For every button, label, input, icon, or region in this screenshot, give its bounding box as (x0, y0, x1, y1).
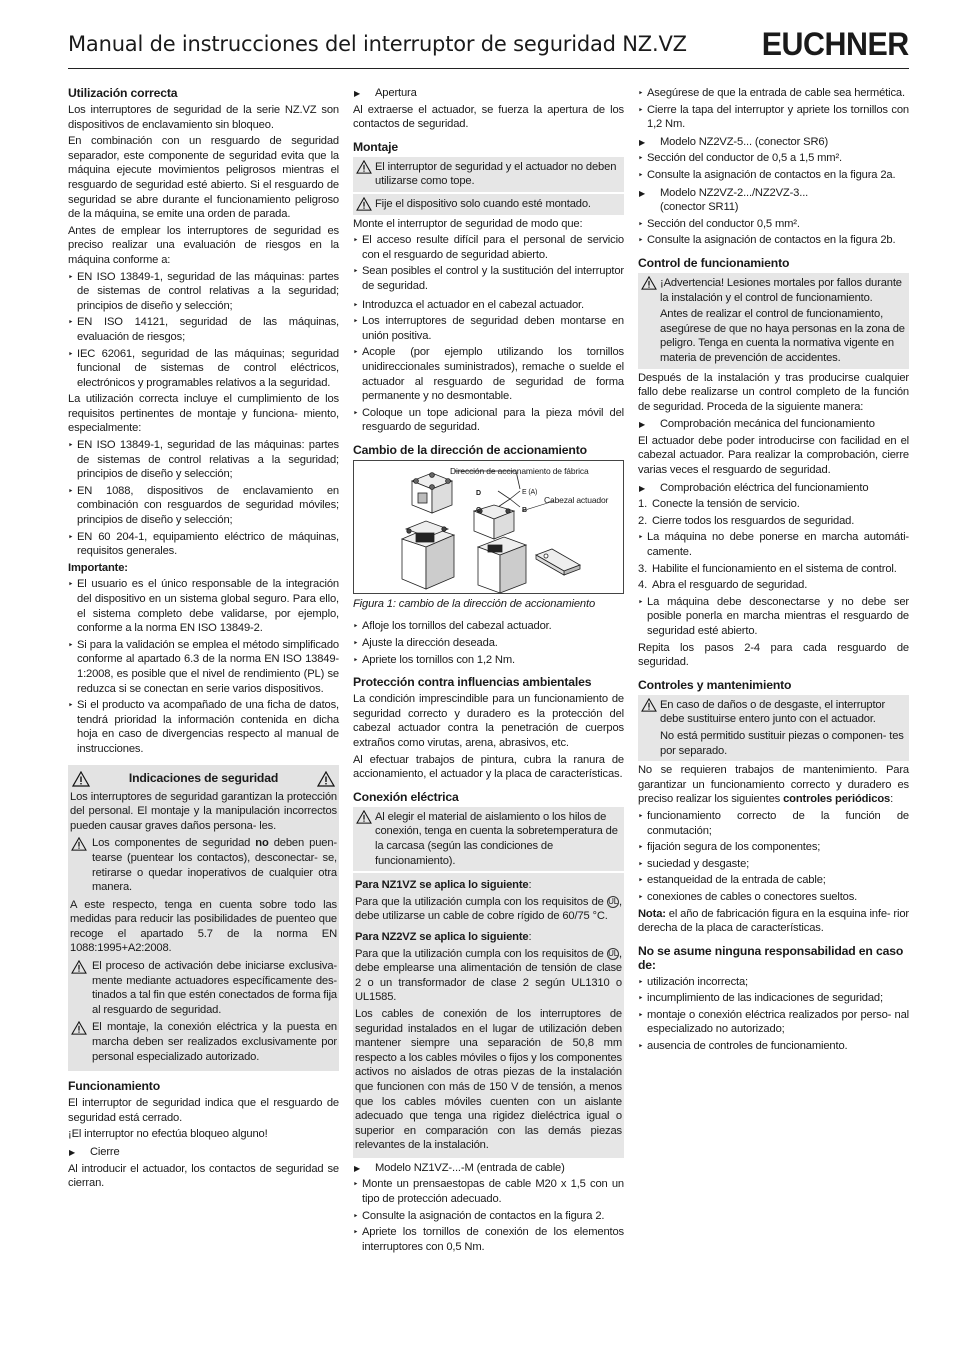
paragraph: Al extraerse el actuador, se fuerza la apertura de los contactos de seguridad. (353, 103, 624, 131)
list-item: ‣ Sean posibles el control y la sustitución del interruptor de seguridad. (353, 264, 624, 293)
list-item: ‣ EN ISO 14121, seguridad de las máquinas, evaluación de riesgos; (68, 315, 339, 344)
list-item: ‣ EN 1088, dispositivos de enclavamiento en combinación con resguardos de seguridad móviles; principios de diseño y selección; (68, 484, 339, 528)
warning-note (638, 695, 909, 761)
warning-icon (356, 197, 372, 211)
nz1-text: , debe utilizarse un cable de cobre rígido de 60/75 °C. (355, 895, 622, 923)
list-item: ‣ El usuario es el único responsable de la integración del dispositivo en un sistema global seguro. Para ello, el sistema completo debe validarse, por ejemplo, conforme a la norma EN ISO 13849-2. (68, 577, 339, 635)
arrow-item: ▶ Cierre (68, 1145, 339, 1160)
section-conex-title: Conexión eléctrica (353, 789, 459, 804)
warning-icon (71, 960, 87, 974)
list-item: ‣ EN ISO 13849-1, seguridad de las máquinas: partes de sistemas de control relativas a la seguridad; principios de diseño y selección; (68, 438, 339, 482)
step-text: Habilite el funcionamiento en el sistema de control. (652, 562, 897, 575)
ul-requirements-box: Para NZ1VZ se aplica lo siguiente: Para que la utilización cumpla con los requisitos de UL, debe utilizarse un cable de cobre rígido de 60/75 °C. Para NZ2VZ se aplica lo siguiente: Para que la utilización cumpla con los requisitos de UL, debe emplearse una alimentación de tensión de clase 2 o un transformador de clase 2 según UL1310 o UL1585. Los cables de conexión de los interruptores de seguridad instalados en el lugar de utilización deben mantener siempre una separación de 50,8 mm respecto a los cables móviles o fijos y los componentes activos no aislados de otras piezas de la instalación que funcionen con más de 150 V de tensión, a menos que los cables móviles cuenten con un aislante adecuado que tenga una rigidez dieléctrica igual o superior en comparación con las demás piezas relevantes de la instalación. (353, 873, 624, 1158)
warning-note (638, 273, 909, 369)
section-cambio-title: Cambio de la dirección de accionamiento (353, 442, 587, 457)
paragraph: Al introducir el actuador, los contactos de seguridad se cierran. (68, 1162, 339, 1190)
warning-icon (71, 1021, 87, 1035)
warning-text-bold: no (255, 837, 269, 850)
mant-text: No se requieren trabajos de mantenimiento. Para garantizar un funcionamiento correcto y duradero es preciso realizar los siguientes (638, 764, 909, 806)
warning-icon (317, 771, 335, 787)
fig-letter-d: D (476, 489, 481, 497)
list-item: ‣ Consulte la asignación de contactos en la figura 2. (353, 1209, 624, 1224)
warning-note (70, 836, 337, 894)
importante-label: Importante: (68, 561, 128, 574)
warning-icon (641, 276, 657, 290)
list-item: ‣ utilización incorrecta; (638, 975, 909, 990)
arrow-item: ▶ Modelo NZ2VZ-5... (conector SR6) (638, 135, 909, 150)
paragraph: El actuador debe poder introducirse con facilidad en el cabezal actuador. Para realizar la comprobación, cierre varias veces el resguardo de seguridad. (638, 434, 909, 477)
paragraph: Después de la instalación y tras producirse cualquier fallo debe realizarse un control completo de la función de seguridad. Proceda de la siguiente manera: (638, 371, 909, 413)
list-item: ‣ Consulte la asignación de contactos en la figura 2a. (638, 168, 909, 183)
safety-header (70, 768, 337, 790)
nz1-text: Para que la utilización cumpla con los requisitos de (355, 895, 608, 908)
nz2-label: Para NZ2VZ se aplica lo siguiente (355, 930, 529, 943)
step-item (638, 562, 909, 577)
paragraph: No se requieren trabajos de mantenimiento. Para garantizar un funcionamiento correcto y duradero es preciso realizar los siguientes controles periódicos: (638, 764, 909, 806)
list-item: ‣ Coloque un tope adicional para la pieza móvil del resguardo de seguridad. (353, 406, 624, 435)
safety-box (68, 765, 339, 1072)
section-montaje-title: Montaje (353, 139, 398, 154)
warning-note (353, 194, 624, 215)
ul-mark-icon: UL (608, 896, 618, 906)
warning-text: Antes de realizar el control de funcionamiento, asegúrese de que no haya personas en la zona de peligro. Tenga en cuenta la normativa vigente en materia de prevención de accidentes. (660, 308, 905, 364)
paragraph: Los interruptores de seguridad garantizan la protección del personal. El montaje y la manipulación incorrectos pueden causar graves daños persona- les. (70, 790, 337, 832)
arrow-item: ▶ Apertura (353, 86, 624, 101)
page-title: Manual de instrucciones del interruptor de seguridad NZ.VZ (68, 32, 687, 56)
paragraph: A este respecto, tenga en cuenta sobre todo las medidas para reducir las posibilidades de puenteo que recoge el apartado 5.7 de la norma EN 1088:1995+A2:2008. (70, 898, 337, 955)
list-item: ‣ conexiones de cables o conectores sueltos. (638, 890, 909, 905)
arrow-item (638, 186, 909, 215)
section-control-title: Control de funcionamiento (638, 255, 790, 270)
column-1 (68, 86, 339, 1193)
list-item: ‣ Si el producto va acompañado de una ficha de datos, tendrá prioridad la información contenida en dicha hoja en caso de divergencias respecto al manual de instrucciones. (68, 698, 339, 756)
paragraph: Antes de emplear los interruptores de seguridad es preciso realizar una evaluación de riesgos en la máquina conforme a: (68, 224, 339, 266)
list-item: ‣ EN ISO 13849-1, seguridad de las máquinas: partes de sistemas de control relativas a la seguridad; principios de diseño y selección; (68, 270, 339, 314)
step-number: 1. (638, 498, 648, 511)
section-prot-title: Protección contra influencias ambientales (353, 675, 592, 690)
fig-letter-e: E (A) (522, 488, 538, 496)
warning-text: deben puen- tearse (puentear los contactos), desconectar- se, retirarse o quedar inoperativos de cualquier otra manera. (92, 837, 337, 894)
list-item: ‣ suciedad y desgaste; (638, 857, 909, 872)
fig-label-direction: Dirección de accionamiento de fábrica (450, 465, 589, 476)
nota (638, 907, 909, 936)
list-item: ‣ Sección del conductor 0,5 mm². (638, 217, 909, 232)
step-item (638, 497, 909, 512)
section-mant-title: Controles y mantenimiento (638, 677, 792, 692)
list-item: ‣ estanqueidad de la entrada de cable; (638, 873, 909, 888)
warning-text: En caso de daños o de desgaste, el interruptor debe sustituirse entero junto con el actuador. (660, 698, 886, 726)
paragraph: La condición imprescindible para un funcionamiento de seguridad correcto y duradero es la protección del cabezal actuador contra la penetración de cuerpos extraños como virutas, arena, abrasivos, etc. (353, 693, 624, 750)
list-item: ‣ Introduzca el actuador en el cabezal actuador. (353, 298, 624, 313)
list-item: ‣ incumplimiento de las indicaciones de seguridad; (638, 991, 909, 1006)
list-item: ‣ Apriete los tornillos de conexión de los elementos interruptores con 0,5 Nm. (353, 1225, 624, 1254)
section-uso-title: Utilización correcta (68, 86, 178, 100)
paragraph: Monte el interruptor de seguridad de modo que: (353, 217, 583, 230)
list-item: ‣ ausencia de controles de funcionamiento. (638, 1039, 909, 1054)
list-item: ‣ montaje o conexión eléctrica realizados por perso- nal especializado no autorizado; (638, 1008, 909, 1037)
figure-actuator (353, 460, 624, 594)
warning-text: No está permitido sustituir piezas o componen- tes por separado. (660, 729, 904, 757)
step-number: 3. (638, 562, 648, 575)
euchner-logo: EUCHNER (762, 26, 909, 62)
warning-text: Fije el dispositivo solo cuando esté montado. (375, 197, 591, 210)
warning-icon (356, 160, 372, 174)
model-text: Modelo NZ2VZ-2.../NZ2VZ-3... (660, 186, 809, 199)
paragraph: Los cables de conexión de los interruptores de seguridad instalados en el lugar de utilización deben mantener siempre una separación de 50,8 mm respecto a los cables móviles o fijos y los componentes activos no aislados de otras piezas de la instalación que funcionen con más de 150 V de tensión, a menos que los cables móviles cuenten con un aislante adecuado que tenga una rigidez dieléctrica igual o superior en comparación con las demás piezas relevantes de la instalación. (355, 1007, 622, 1152)
warning-text: El proceso de activación debe iniciarse exclusiva- mente mediante actuadores específicamente des- tinados a tal fin que estén conectados de forma fija al resguardo de seguridad. (92, 960, 337, 1016)
paragraph: En combinación con un resguardo de seguridad separador, este componente de seguridad evita que la máquina ejecute movimientos peligrosos mientras el resguardo de seguridad esté abierto. Si el resguardo de seguridad se abre durante el funcionamiento peligroso de la máquina, se emite una orden de parada. (68, 135, 339, 221)
list-item: ‣ Los interruptores de seguridad deben montarse en unión positiva. (353, 314, 624, 343)
warning-icon (641, 698, 657, 712)
warning-text: Al elegir el material de aislamiento o los hilos de conexión, tenga en cuenta la sobretemperatura de la carcasa (según las condiciones de funcionamiento). (375, 810, 618, 867)
arrow-item: ▶ Modelo NZ1VZ-...-M (entrada de cable) (353, 1161, 624, 1176)
nz1-label: Para NZ1VZ se aplica lo siguiente (355, 879, 529, 892)
step-item (638, 578, 909, 593)
warning-note (353, 157, 624, 192)
fig-letter-b: B (522, 506, 527, 514)
paragraph: El interruptor de seguridad indica que el resguardo de seguridad está cerrado. (68, 1097, 339, 1124)
list-item: ‣ Monte un prensaestopas de cable M20 x 1,5 con un tipo de protección adecuado. (353, 1177, 624, 1206)
list-item: ‣ IEC 62061, seguridad de las máquinas; seguridad funcional de sistemas de control eléctricos, electrónicos y programables relativos a la seguridad. (68, 347, 339, 391)
step-number: 4. (638, 579, 648, 592)
step-number: 2. (638, 514, 648, 527)
list-item: ‣ fijación segura de los componentes; (638, 840, 909, 855)
fig-letter-c: C (476, 506, 481, 514)
step-item (638, 514, 909, 529)
list-item: ‣ Cierre la tapa del interruptor y apriete los tornillos con 1,2 Nm. (638, 103, 909, 132)
column-2 (353, 86, 624, 1256)
list-item: ‣ El acceso resulte difícil para el personal de servicio con el resguardo de seguridad abierto. (353, 233, 624, 262)
list-item: ‣ La máquina no debe ponerse en marcha automáti- camente. (638, 530, 909, 559)
warning-text: El montaje, la conexión eléctrica y la puesta en marcha deben ser realizados exclusivamente por personal especializado autorizado. (92, 1021, 337, 1063)
nota-label: Nota: (638, 907, 666, 920)
step-text: Conecte la tensión de servicio. (652, 498, 800, 511)
warning-text: ¡Advertencia! Lesiones mortales por fallos durante la instalación y el control de funcionamiento. (660, 276, 902, 304)
paragraph: Repita los pasos 2-4 para cada resguardo de seguridad. (638, 641, 909, 669)
list-item: ‣ Acople (por ejemplo utilizando los tornillos unidireccionales suministrados), remache o suelde el actuador al resguardo de seguridad de forma permanente y no desmontable. (353, 345, 624, 403)
page-header (68, 28, 909, 69)
list-item: ‣ Consulte la asignación de contactos en la figura 2b. (638, 233, 909, 248)
warning-note (353, 807, 624, 871)
list-item: ‣ Sección del conductor de 0,5 a 1,5 mm². (638, 151, 909, 166)
list-item: ‣ EN 60 204-1, equipamiento eléctrico de máquinas, requisitos generales. (68, 530, 339, 559)
figure-caption: Figura 1: cambio de la dirección de accionamiento (353, 597, 596, 610)
list-item: ‣ Si para la validación se emplea el método simplificado conforme al apartado 6.3 de la norma EN ISO 13849-1:2008, es posible que el nivel de rendimiento (PL) se reduzca si se conectan en serie varios dispositivos. (68, 638, 339, 696)
nz2-text: , debe emplearse una alimentación de tensión de clase 2 o un transformador de clase 2 según UL1310 o UL1585. (355, 947, 622, 1004)
paragraph: ¡El interruptor no efectúa bloqueo alguno! (68, 1128, 268, 1141)
warning-text: Los componentes de seguridad (92, 837, 256, 850)
paragraph: La utilización correcta incluye el cumplimiento de los requisitos pertinentes de montaje y funciona- miento, especialmente: (68, 393, 339, 435)
warning-note (70, 959, 337, 1017)
list-item: ‣ funcionamiento correcto de la función de conmutación; (638, 809, 909, 838)
ul-mark-icon: UL (608, 948, 618, 958)
paragraph: Los interruptores de seguridad de la serie NZ.VZ son dispositivos de enclavamiento sin bloqueo. (68, 104, 339, 131)
fig-label-head: Cabezal actuador (544, 494, 609, 505)
nz2-text: Para que la utilización cumpla con los requisitos de (355, 947, 608, 960)
warning-text: El interruptor de seguridad y el actuador no deben utilizarse como tope. (375, 160, 617, 188)
section-resp-title: No se asume ninguna responsabilidad en caso de: (638, 943, 904, 972)
list-item: ‣ Apriete los tornillos con 1,2 Nm. (353, 653, 624, 668)
list-item: ‣ La máquina debe desconectarse y no debe ser posible ponerla en marcha mientras el resguardo de seguridad esté abierto. (638, 595, 909, 639)
actuator-drawing (354, 461, 624, 593)
safety-title: Indicaciones de seguridad (128, 771, 279, 786)
list-item: ‣ Afloje los tornillos del cabezal actuador. (353, 619, 624, 634)
nota-text: el año de fabricación figura en la esquina infe- rior derecha de la placa de características. (638, 907, 909, 935)
column-3 (638, 86, 909, 1056)
warning-note (70, 1020, 337, 1064)
arrow-item: ▶ Comprobación mecánica del funcionamiento (638, 417, 909, 432)
section-func-title: Funcionamiento (68, 1079, 161, 1094)
model-text: (conector SR11) (660, 201, 739, 214)
warning-icon (356, 810, 372, 824)
warning-icon (71, 837, 87, 851)
warning-icon (72, 771, 90, 787)
step-text: Abra el resguardo de seguridad. (652, 579, 808, 592)
list-item: ‣ Ajuste la dirección deseada. (353, 636, 624, 651)
step-text: Cierre todos los resguardos de seguridad. (652, 514, 855, 527)
paragraph: Al efectuar trabajos de pintura, cubra la ranura de accionamiento, el actuador y la placa de características. (353, 753, 624, 781)
mant-text-bold: controles periódicos (783, 793, 891, 806)
arrow-item: ▶ Comprobación eléctrica del funcionamiento (638, 481, 909, 496)
list-item: ‣ Asegúrese de que la entrada de cable sea hermética. (638, 86, 909, 101)
